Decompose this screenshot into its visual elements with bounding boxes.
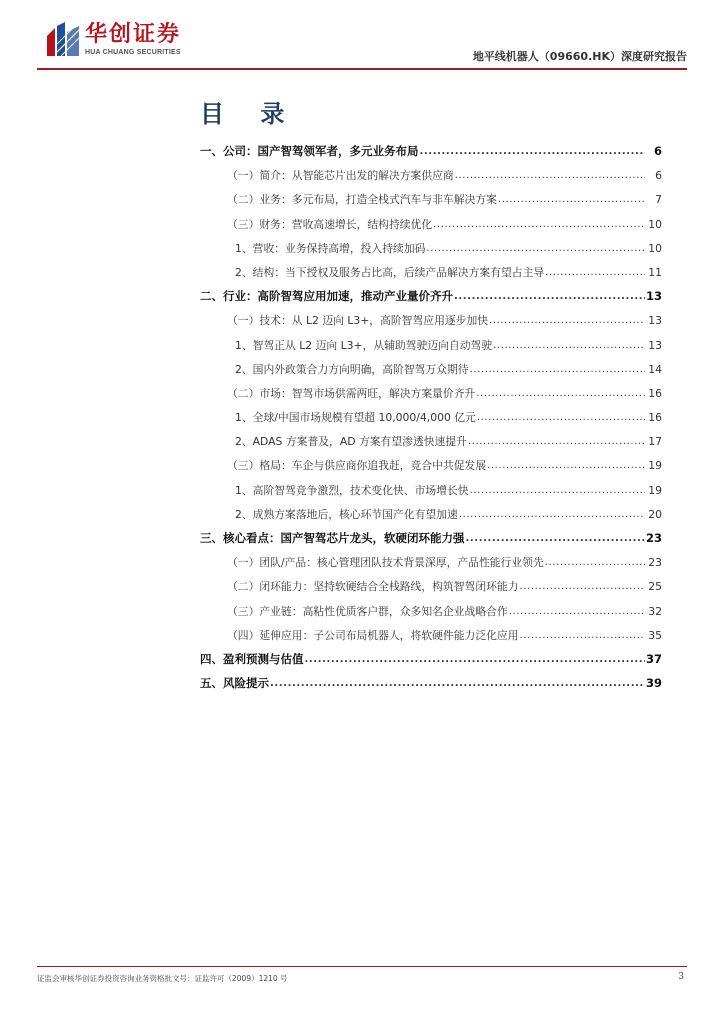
toc-entry[interactable] bbox=[200, 433, 662, 457]
toc-entry-page: 23 bbox=[648, 556, 662, 570]
toc-entry-label: （二）业务：多元布局，打造全栈式汽车与非车解决方案 bbox=[227, 193, 497, 207]
toc-entry-page: 32 bbox=[648, 604, 662, 618]
toc-entry-label: 五、风险提示 bbox=[200, 676, 269, 691]
toc-entry-page: 25 bbox=[648, 580, 662, 594]
toc-entry[interactable] bbox=[200, 409, 662, 433]
toc-entry-page: 17 bbox=[648, 435, 662, 449]
toc-entry-page: 16 bbox=[648, 411, 662, 425]
toc-entry[interactable] bbox=[200, 240, 662, 264]
toc-leader-dots bbox=[520, 578, 645, 590]
toc-leader-dots bbox=[509, 603, 645, 615]
toc-leader-dots bbox=[476, 385, 645, 397]
table-of-contents bbox=[200, 143, 662, 699]
toc-leader-dots bbox=[498, 191, 645, 203]
toc-entry[interactable] bbox=[200, 288, 662, 312]
toc-entry-page: 7 bbox=[655, 193, 662, 207]
toc-entry-label: （三）财务：营收高速增长，结构持续优化 bbox=[227, 217, 433, 231]
toc-entry-label: （二）闭环能力：坚持软硬结合全栈路线，构筑智驾闭环能力 bbox=[227, 580, 519, 594]
toc-leader-dots bbox=[468, 433, 645, 445]
toc-entry-page: 14 bbox=[648, 362, 662, 376]
toc-heading: 目 录 bbox=[200, 100, 299, 128]
toc-entry-label: （三）产业链：高粘性优质客户群，众多知名企业战略合作 bbox=[227, 604, 508, 618]
toc-leader-dots bbox=[459, 506, 645, 518]
toc-entry[interactable] bbox=[200, 506, 662, 530]
toc-leader-dots bbox=[305, 651, 645, 663]
toc-entry-label: （一）简介：从智能芯片出发的解决方案供应商 bbox=[227, 169, 454, 183]
toc-leader-dots bbox=[470, 482, 645, 494]
toc-entry[interactable] bbox=[200, 578, 662, 602]
toc-entry-label: 2、ADAS 方案普及，AD 方案有望渗透快速提升 bbox=[235, 435, 467, 449]
toc-entry-page: 20 bbox=[648, 507, 662, 521]
toc-entry[interactable] bbox=[200, 337, 662, 361]
toc-entry[interactable] bbox=[200, 627, 662, 651]
toc-entry[interactable] bbox=[200, 675, 662, 699]
toc-leader-dots bbox=[493, 337, 645, 349]
toc-entry[interactable] bbox=[200, 651, 662, 675]
toc-entry-page: 10 bbox=[648, 217, 662, 231]
toc-leader-dots bbox=[545, 554, 645, 566]
toc-entry-page: 6 bbox=[653, 144, 662, 158]
toc-leader-dots bbox=[470, 361, 645, 373]
toc-entry[interactable] bbox=[200, 264, 662, 288]
page-header bbox=[0, 0, 724, 72]
toc-entry[interactable] bbox=[200, 216, 662, 240]
toc-entry-page: 6 bbox=[655, 169, 662, 183]
toc-entry-page: 19 bbox=[648, 483, 662, 497]
toc-entry-label: （四）延伸应用：子公司布局机器人，将软硬件能力泛化应用 bbox=[227, 628, 519, 642]
toc-leader-dots bbox=[477, 409, 645, 421]
toc-entry-page: 11 bbox=[648, 265, 662, 279]
footer-license-text: 证监会审核华创证券投资咨询业务资格批文号：证监许可（2009）1210 号 bbox=[37, 974, 288, 983]
toc-entry-label: 2、结构：当下授权及服务占比高，后续产品解决方案有望占主导 bbox=[235, 265, 545, 279]
toc-entry-label: 二、行业：高阶智驾应用加速，推动产业量价齐升 bbox=[200, 289, 453, 304]
toc-entry[interactable] bbox=[200, 603, 662, 627]
toc-leader-dots bbox=[489, 312, 645, 324]
toc-leader-dots bbox=[454, 288, 645, 300]
toc-entry-label: （三）格局：车企与供应商你追我赶，竞合中共促发展 bbox=[227, 459, 487, 473]
report-title: 地平线机器人（09660.HK）深度研究报告 bbox=[472, 50, 687, 63]
toc-entry-label: 1、高阶智驾竞争激烈，技术变化快、市场增长快 bbox=[235, 483, 469, 497]
toc-entry-label: （一）技术：从 L2 迈向 L3+，高阶智驾应用逐步加快 bbox=[227, 314, 489, 328]
toc-entry-page: 39 bbox=[645, 676, 662, 691]
toc-entry-label: （一）团队/产品：核心管理团队技术背景深厚，产品性能行业领先 bbox=[227, 556, 544, 570]
toc-entry-page: 13 bbox=[648, 314, 662, 328]
toc-entry-page: 13 bbox=[648, 338, 662, 352]
toc-leader-dots bbox=[520, 627, 645, 639]
toc-leader-dots bbox=[466, 530, 645, 542]
toc-entry-label: 1、营收：业务保持高增，投入持续加码 bbox=[235, 241, 426, 255]
toc-entry[interactable] bbox=[200, 143, 662, 167]
toc-entry-page: 35 bbox=[648, 628, 662, 642]
footer-divider bbox=[37, 966, 687, 967]
toc-leader-dots bbox=[455, 167, 645, 179]
toc-entry-label: 2、成熟方案落地后，核心环节国产化有望加速 bbox=[235, 507, 458, 521]
toc-entry[interactable] bbox=[200, 167, 662, 191]
toc-entry-label: 三、核心看点：国产智驾芯片龙头，软硬闭环能力强 bbox=[200, 531, 465, 545]
logo-mark-icon bbox=[45, 22, 81, 58]
toc-entry-label: 一、公司：国产智驾领军者，多元业务布局 bbox=[200, 144, 419, 158]
toc-leader-dots bbox=[545, 264, 645, 276]
toc-entry-label: 2、国内外政策合力方向明确，高阶智驾万众期待 bbox=[235, 362, 469, 376]
logo-english-name: HUA CHUANG SECURITIES bbox=[85, 49, 181, 56]
page-number: 3 bbox=[678, 972, 684, 982]
toc-entry[interactable] bbox=[200, 457, 662, 481]
toc-entry-page: 16 bbox=[648, 386, 662, 400]
toc-entry-page: 10 bbox=[648, 241, 662, 255]
toc-entry[interactable] bbox=[200, 191, 662, 215]
logo-chinese-name: 华创证券 bbox=[85, 22, 182, 47]
toc-leader-dots bbox=[426, 240, 645, 252]
toc-entry-page: 13 bbox=[645, 289, 662, 304]
toc-entry-label: （二）市场：智驾市场供需两旺，解决方案量价齐升 bbox=[227, 386, 476, 400]
toc-entry-page: 23 bbox=[645, 531, 662, 545]
toc-entry-label: 四、盈利预测与估值 bbox=[200, 651, 304, 666]
toc-entry[interactable] bbox=[200, 385, 662, 409]
toc-entry[interactable] bbox=[200, 554, 662, 578]
toc-entry-page: 19 bbox=[648, 459, 662, 473]
toc-entry[interactable] bbox=[200, 482, 662, 506]
toc-entry[interactable] bbox=[200, 312, 662, 336]
toc-leader-dots bbox=[420, 143, 646, 155]
toc-entry-page: 37 bbox=[645, 651, 662, 666]
toc-entry[interactable] bbox=[200, 530, 662, 554]
header-divider bbox=[37, 68, 687, 70]
toc-entry[interactable] bbox=[200, 361, 662, 385]
toc-entry-label: 1、全球/中国市场规模有望超 10,000/4,000 亿元 bbox=[235, 411, 476, 425]
toc-entry-label: 1、智驾正从 L2 迈向 L3+，从辅助驾驶迈向自动驾驶 bbox=[235, 338, 493, 352]
toc-leader-dots bbox=[433, 216, 645, 228]
toc-leader-dots bbox=[487, 457, 645, 469]
company-logo bbox=[45, 22, 195, 66]
toc-leader-dots bbox=[270, 675, 645, 687]
